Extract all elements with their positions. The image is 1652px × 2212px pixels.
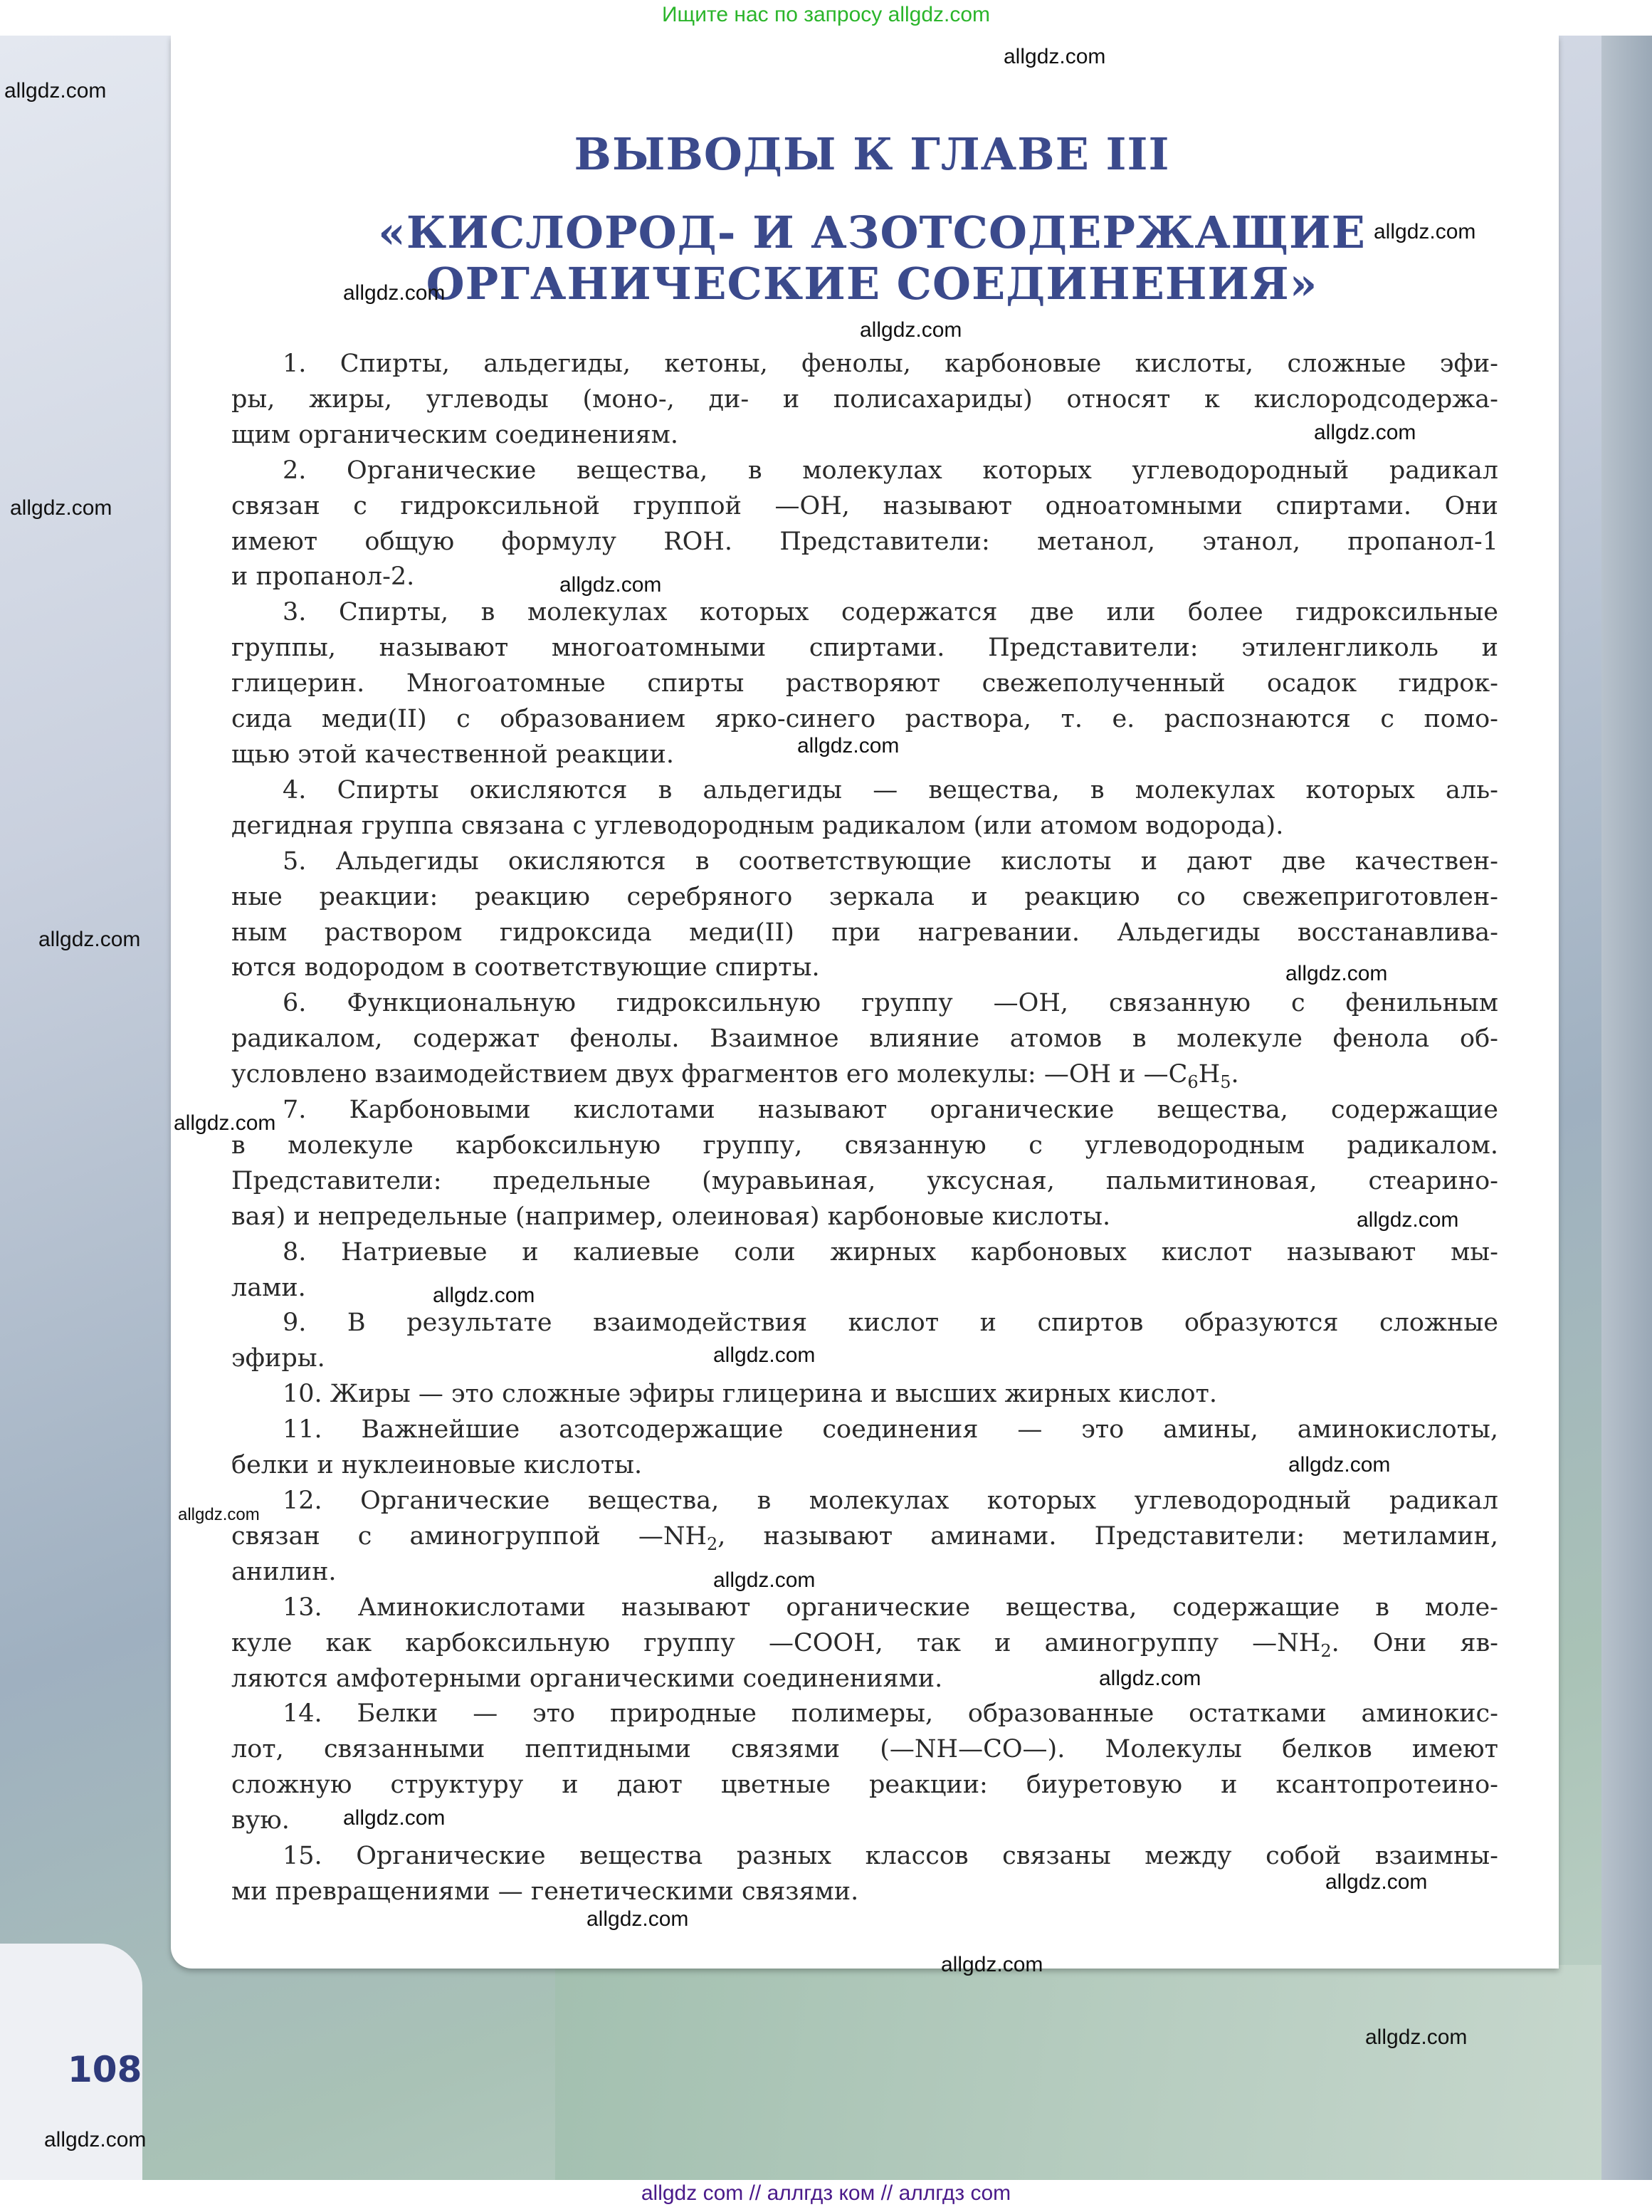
text-line: глицерин. Многоатомные спирты растворяют свежеполученный осадок гидрок- [231, 669, 1498, 698]
text-line: радикалом, содержат фенолы. Взаимное влияние атомов в молекуле фенола об- [231, 1024, 1498, 1054]
watermark: allgdz.com [797, 734, 900, 758]
watermark: allgdz.com [1285, 962, 1388, 985]
text-line: сида меди(II) с образованием ярко-синего раствора, т. е. распознаются с помо- [231, 705, 1498, 734]
text-line: ры, жиры, углеводы (моно-, ди- и полисахариды) относят к кислородсодержа- [231, 384, 1498, 414]
watermark: allgdz.com [1365, 2025, 1468, 2049]
watermark: allgdz.com [1314, 421, 1416, 444]
text-line: 6. Функциональную гидроксильную группу —OH, связанную с фенильным [283, 989, 1498, 1018]
text-segment: , называют аминами. Представители: метиламин, [717, 1521, 1498, 1551]
summary-text [231, 347, 1498, 1910]
text-line: лот, связанными пептидными связями (—NH—CO—). Молекулы белков имеют [231, 1735, 1498, 1764]
text-line: имеют общую формулу ROH. Представители: метанол, этанол, пропанол-1 [231, 527, 1498, 556]
text-line: 11. Важнейшие азотсодержащие соединения — это амины, аминокислоты, [283, 1415, 1498, 1445]
subscript: 2 [707, 1534, 718, 1554]
text-line: лами. [231, 1273, 306, 1302]
watermark: allgdz.com [174, 1111, 276, 1135]
watermark: allgdz.com [178, 1505, 260, 1524]
background-shape [555, 1965, 1652, 2180]
watermark: allgdz.com [44, 2128, 147, 2151]
paragraph-15 [231, 1839, 1498, 1910]
text-line: 12. Органические вещества, в молекулах которых углеводородный радикал [283, 1487, 1498, 1515]
text-line: ми превращениями — генетическими связями. [231, 1877, 859, 1906]
text-line: 7. Карбоновыми кислотами называют органические вещества, содержащие [283, 1096, 1498, 1125]
subscript: 2 [1320, 1640, 1332, 1661]
subscript: 5 [1220, 1072, 1231, 1093]
text-line: щим органическим соединениям. [231, 420, 678, 449]
paragraph-2 [231, 454, 1498, 596]
text-segment: . [1231, 1060, 1239, 1089]
text-line: вую. [231, 1806, 290, 1835]
text-line: сложную структуру и дают цветные реакции: биуретовую и ксантопротеино- [231, 1771, 1498, 1800]
text-line: 4. Спирты окисляются в альдегиды — вещества, в молекулах которых аль- [283, 775, 1498, 804]
text-segment: связан с аминогруппой —NH [231, 1521, 707, 1551]
text-line: Представители: предельные (муравьиная, уксусная, пальмитиновая, стеарино- [231, 1166, 1498, 1195]
paragraph-7 [231, 1093, 1498, 1235]
watermark: allgdz.com [343, 281, 446, 305]
text-line: белки и нуклеиновые кислоты. [231, 1451, 643, 1480]
watermark: allgdz.com [10, 496, 112, 520]
paragraph-4 [231, 773, 1498, 844]
paragraph-9 [231, 1306, 1498, 1377]
text-line: ным раствором гидроксида меди(II) при нагревании. Альдегиды восстанавлива- [231, 918, 1498, 947]
text-segment: куле как карбоксильную группу —COOH, так и аминогруппу —NH [231, 1628, 1321, 1657]
text-line: эфиры. [231, 1344, 325, 1373]
watermark: allgdz.com [343, 1806, 446, 1830]
chapter-subtitle-line2: ОРГАНИЧЕСКИЕ СОЕДИНЕНИЯ» [426, 258, 1318, 310]
paragraph-12 [231, 1484, 1498, 1590]
text-line: щью этой качественной реакции. [231, 740, 674, 769]
text-line: 2. Органические вещества, в молекулах которых углеводородный радикал [283, 456, 1498, 485]
paragraph-13 [231, 1590, 1498, 1697]
watermark: allgdz.com [941, 1953, 1043, 1976]
page-edge [1601, 36, 1652, 2180]
watermark: allgdz.com [433, 1284, 535, 1307]
text-line: в молекуле карбоксильную группу, связанную с углеводородным радикалом. [231, 1131, 1498, 1160]
text-segment: . Они яв- [1331, 1628, 1498, 1657]
watermark: allgdz.com [713, 1343, 816, 1367]
watermark: allgdz.com [860, 318, 962, 342]
watermark: allgdz.com [1357, 1208, 1459, 1232]
text-line: 13. Аминокислотами называют органические вещества, содержащие в моле- [283, 1593, 1498, 1622]
text-segment: H [1198, 1060, 1221, 1089]
text-line: 3. Спирты, в молекулах которых содержатся две или более гидроксильные [283, 598, 1498, 627]
chapter-title: ВЫВОДЫ К ГЛАВЕ III [574, 128, 1170, 180]
watermark: allgdz.com [586, 1907, 689, 1931]
paragraph-6 [231, 986, 1498, 1093]
watermark: allgdz.com [4, 79, 107, 103]
text-line: ются водородом в соответствующие спирты. [231, 953, 820, 982]
text-line: 5. Альдегиды окисляются в соответствующие кислоты и дают две качествен- [283, 846, 1498, 876]
text-line: 10. Жиры — это сложные эфиры глицерина и высших жирных кислот. [283, 1380, 1218, 1409]
text-line: анилин. [231, 1557, 337, 1586]
text-line: 9. В результате взаимодействия кислот и спиртов образуются сложные [283, 1309, 1498, 1338]
subscript: 6 [1187, 1072, 1199, 1093]
page-number: 108 [68, 2049, 142, 2090]
text-line: ные реакции: реакцию серебряного зеркала и реакцию со свежеприготовлен- [231, 882, 1498, 911]
watermark: allgdz.com [1004, 45, 1106, 68]
text-line: и пропанол-2. [231, 562, 415, 592]
text-line [231, 1057, 1498, 1093]
paragraph-8 [231, 1235, 1498, 1306]
text-line: 8. Натриевые и калиевые соли жирных карбоновых кислот называют мы- [283, 1237, 1498, 1267]
watermark: allgdz.com [1374, 220, 1476, 243]
text-line [231, 1519, 1498, 1555]
watermark: allgdz.com [559, 573, 662, 597]
text-line: 15. Органические вещества разных классов связаны между собой взаимны- [283, 1842, 1498, 1871]
chapter-subtitle-line1: «КИСЛОРОД- И АЗОТСОДЕРЖАЩИЕ [378, 206, 1366, 258]
watermark: allgdz.com [1288, 1453, 1391, 1477]
paragraph-1 [231, 347, 1498, 454]
watermark: allgdz.com [713, 1568, 816, 1592]
bottom-site-note[interactable]: allgdz com // аллгдз ком // аллгдз com [641, 2181, 1011, 2205]
top-search-note[interactable]: Ищите нас по запросу allgdz.com [661, 3, 991, 26]
watermark: allgdz.com [38, 928, 141, 951]
text-line: ляются амфотерными органическими соединениями. [231, 1664, 943, 1693]
text-segment: условлено взаимодействием двух фрагментов его молекулы: —OH и —C [231, 1060, 1188, 1089]
watermark: allgdz.com [1099, 1667, 1201, 1690]
text-line: связан с гидроксильной группой —OH, называют одноатомными спиртами. Они [231, 491, 1498, 520]
paragraph-10 [231, 1377, 1498, 1412]
text-line [231, 1626, 1498, 1662]
text-line: дегидная группа связана с углеводородным радикалом (или атомом водорода). [231, 811, 1284, 840]
text-line: 14. Белки — это природные полимеры, образованные остатками аминокис- [283, 1699, 1498, 1729]
text-line: 1. Спирты, альдегиды, кетоны, фенолы, карбоновые кислоты, сложные эфи- [283, 350, 1498, 378]
watermark: allgdz.com [1325, 1870, 1428, 1894]
text-line: вая) и непредельные (например, олеиновая) карбоновые кислоты. [231, 1202, 1111, 1231]
text-line: группы, называют многоатомными спиртами. Представители: этиленгликоль и [231, 634, 1498, 663]
